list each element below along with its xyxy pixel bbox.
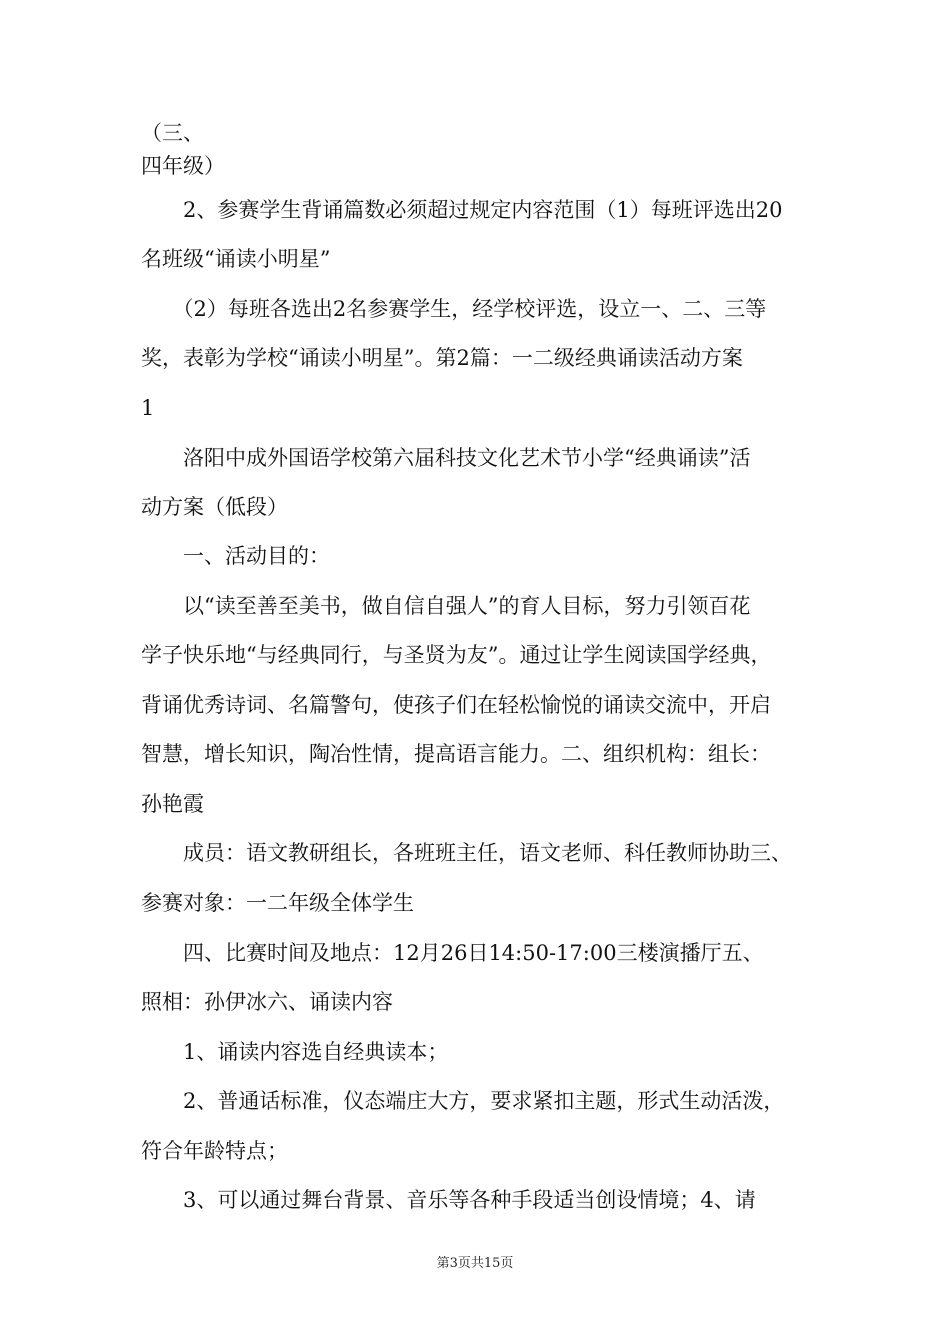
text-line: 照相：孙伊冰六、诵读内容: [141, 990, 393, 1014]
text-line: 1、诵读内容选自经典读本；: [141, 1040, 449, 1064]
page-footer: 第3页共15页: [436, 1256, 514, 1271]
text-line: 一、活动目的：: [141, 544, 330, 568]
text-line: 四、比赛时间及地点：12月26日14:50-17:00三楼演播厅五、: [141, 941, 764, 965]
text-line: 2、普通话标准，仪态端庄大方，要求紧扣主题，形式生动活泼，: [141, 1089, 785, 1113]
text-line: 孙艳霞: [141, 792, 204, 816]
text-line: （2）每班各选出2名参赛学生，经学校评选，设立一、二、三等: [141, 297, 767, 321]
text-line: 洛阳中成外国语学校第六届科技文化艺术节小学“经典诵读”活: [141, 446, 751, 470]
text-line: 参赛对象：一二年级全体学生: [141, 891, 414, 915]
text-line: 1: [141, 396, 155, 420]
text-line: 智慧，增长知识，陶冶性情，提高语言能力。二、组织机构：组长：: [141, 742, 771, 766]
text-line: 背诵优秀诗词、名篇警句，使孩子们在轻松愉悦的诵读交流中，开启: [141, 693, 771, 717]
text-line: 符合年龄特点；: [141, 1139, 288, 1163]
text-line: （三、: [141, 121, 204, 145]
text-line: 四年级）: [141, 154, 225, 178]
text-line: 学子快乐地“与经典同行，与圣贤为友”。通过让学生阅读国学经典，: [141, 643, 772, 667]
text-line: 动方案（低段）: [141, 495, 288, 519]
text-line: 2、参赛学生背诵篇数必须超过规定内容范围（1）每班评选出20: [141, 198, 783, 222]
text-line: 成员：语文教研组长，各班班主任，语文老师、科任教师协助三、: [141, 841, 792, 865]
text-line: 奖，表彰为学校“诵读小明星”。第2篇：一二级经典诵读活动方案: [141, 346, 743, 370]
text-line: 以“读至善至美书，做自信自强人”的育人目标，努力引领百花: [141, 594, 751, 618]
text-line: 名班级“诵读小明星”: [141, 247, 331, 271]
text-line: 3、可以通过舞台背景、音乐等各种手段适当创设情境；4、请: [141, 1188, 756, 1212]
